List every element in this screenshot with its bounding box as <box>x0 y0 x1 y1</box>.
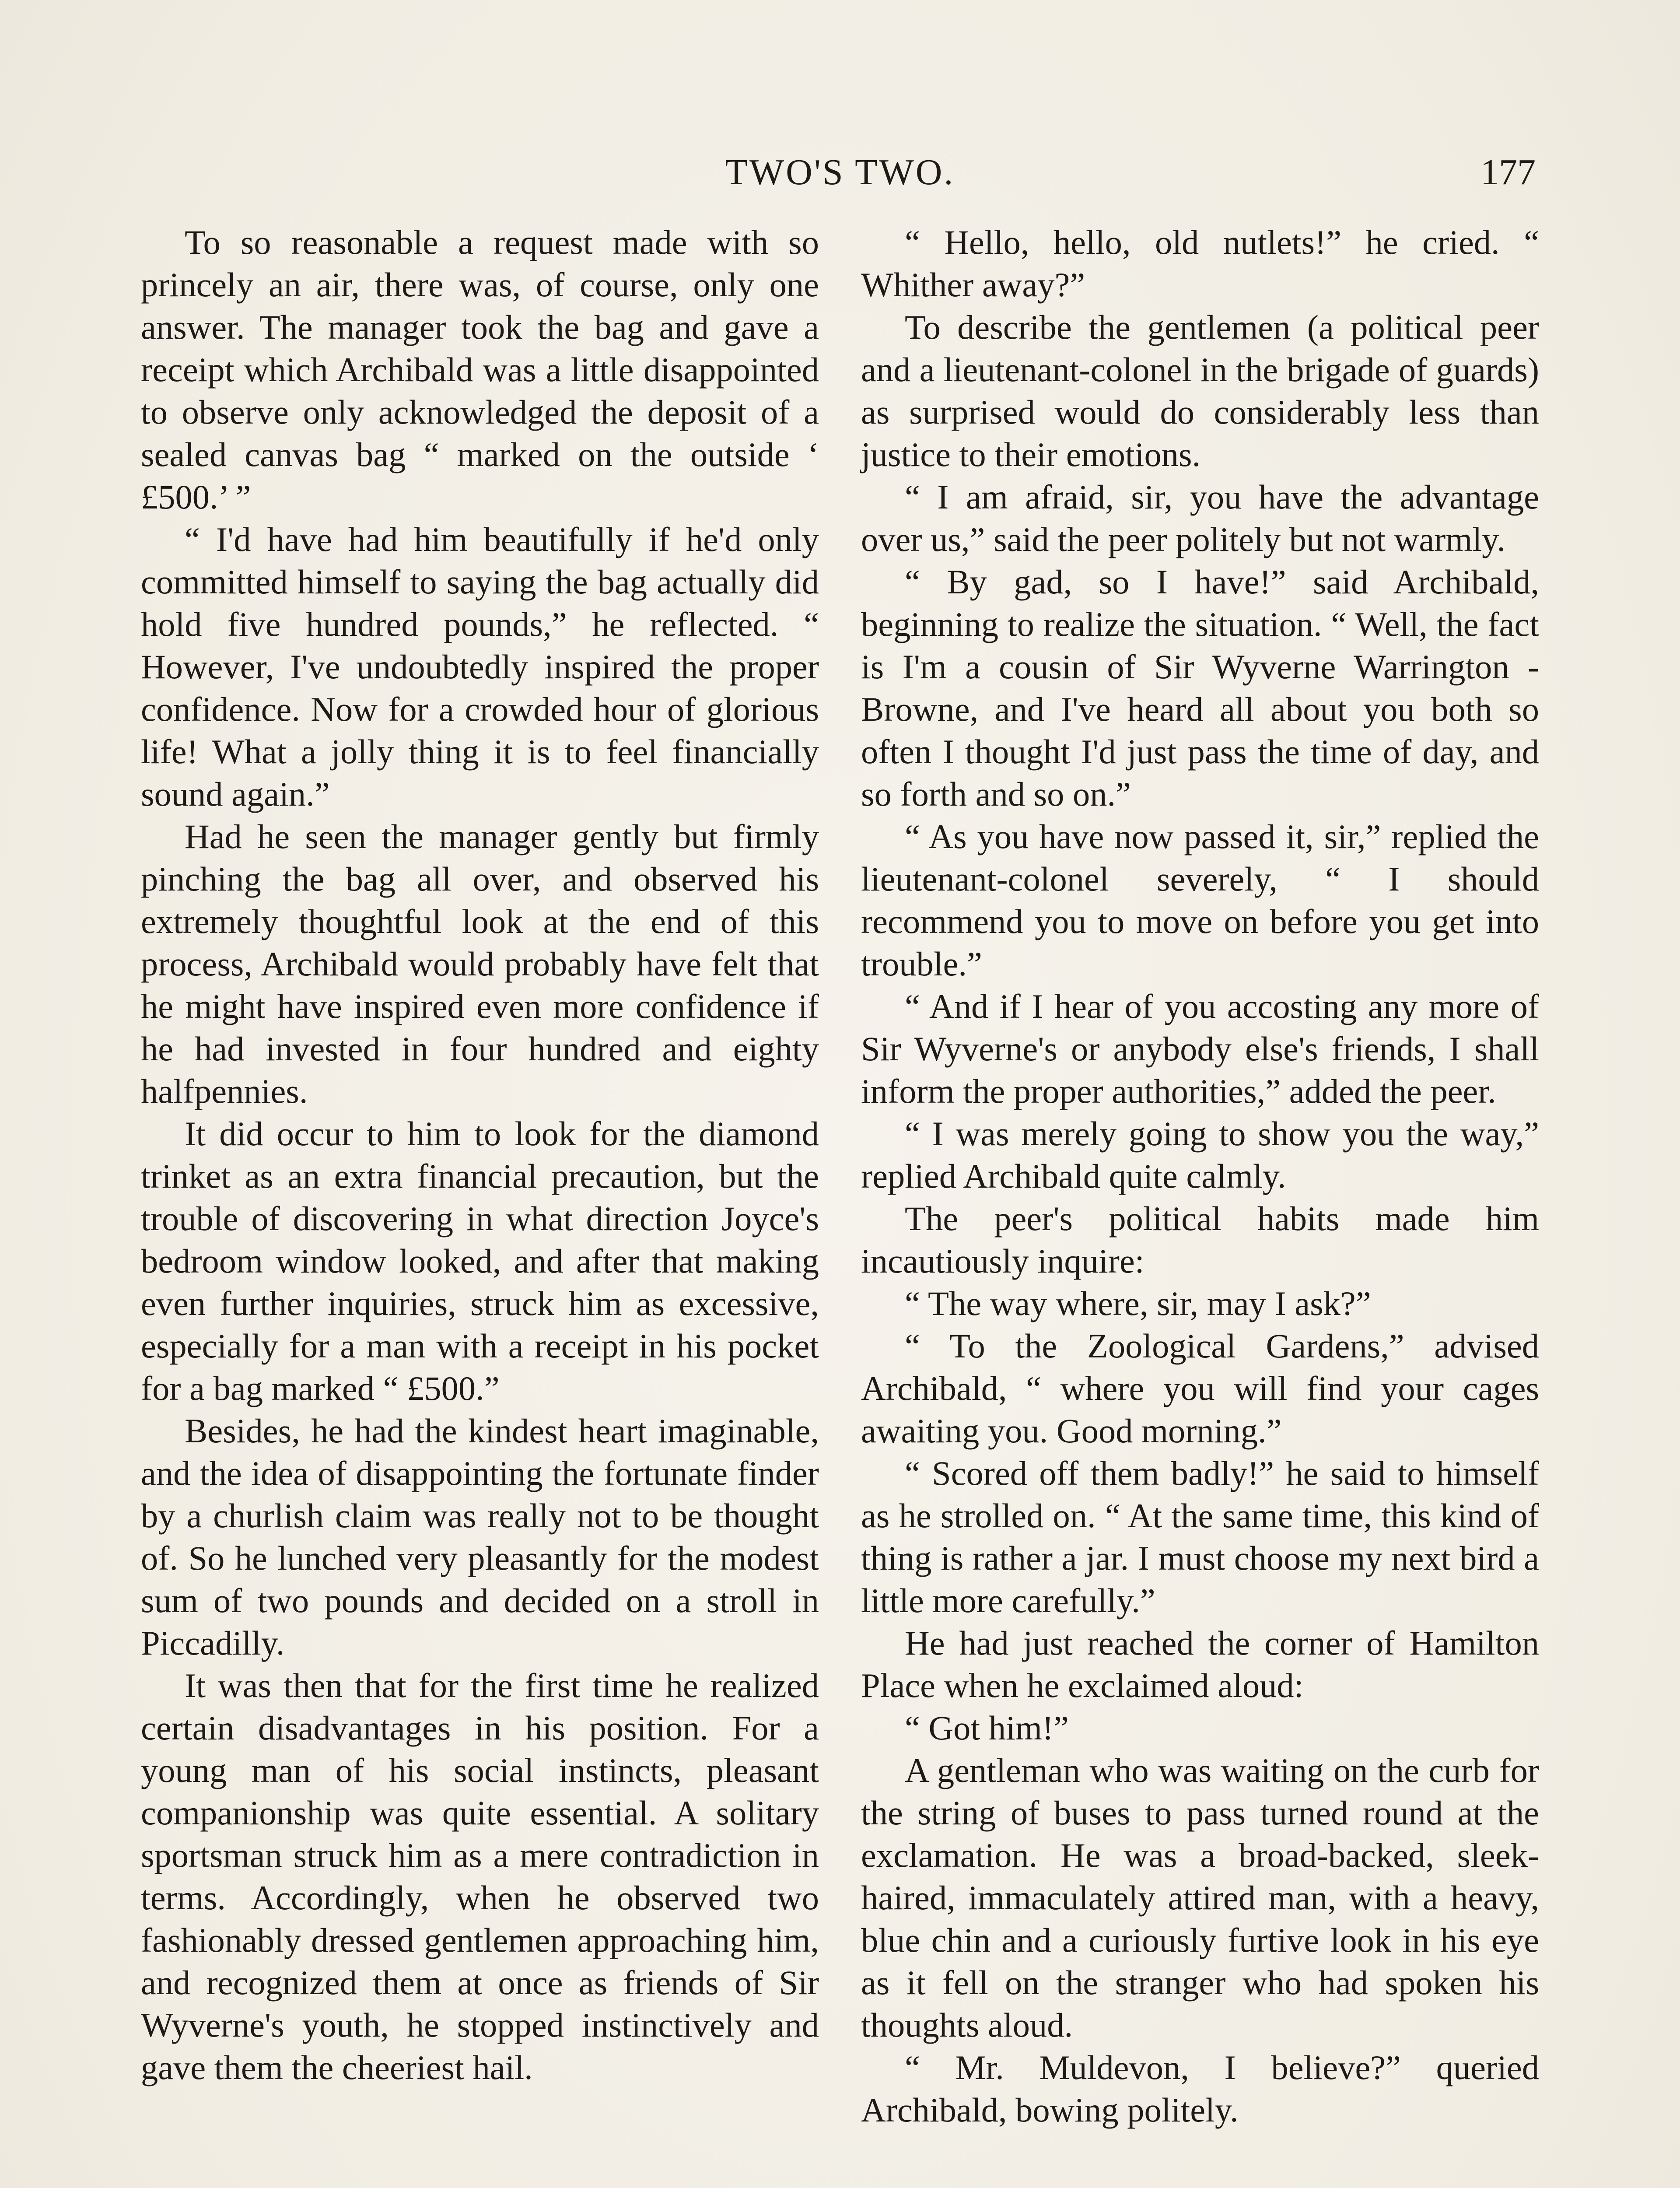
paragraph: “ Mr. Muldevon, I believe?” queried Archibald, bowing politely. <box>861 2048 1539 2129</box>
paragraph: “ By gad, so I have!” said Archibald, beginning to realize the situation. “ Well, the fact is I'm a cousin of Sir Wyverne Warrington - Browne, and I've heard all about you both so often I thought I'd just pass the time of day, and so forth and so on.” <box>861 563 1539 813</box>
paragraph: “ I was merely going to show you the way,” replied Archibald quite calmly. <box>861 1115 1539 1195</box>
paragraph: “ And if I hear of you accosting any more of Sir Wyverne's or anybody else's friends, I shall inform the proper authorities,” added the peer. <box>861 987 1539 1110</box>
paragraph: “ I'd have had him beautifully if he'd only committed himself to saying the bag actually did hold five hundred pounds,” he reflected. “ However, I've undoubtedly inspired the proper confidence. Now for a crowded hour of glorious life! What a jolly thing it is to feel financially sound again.” <box>141 520 819 813</box>
paragraph: A gentleman who was waiting on the curb for the string of buses to pass turned round at the exclamation. He was a broad-backed, sleek-haired, immaculately attired man, with a heavy, blue chin and a curiously furtive look in his eye as it fell on the stranger who had spoken his thoughts aloud. <box>861 1751 1539 2044</box>
paragraph: He had just reached the corner of Hamilton Place when he exclaimed aloud: <box>861 1624 1539 1704</box>
paragraph: “ Got him!” <box>905 1709 1069 1747</box>
paragraph: “ I am afraid, sir, you have the advantage over us,” said the peer politely but not warmly. <box>861 478 1539 558</box>
paragraph: “ To the Zoological Gardens,” advised Archibald, “ where you will find your cages awaiting you. Good morning.” <box>861 1327 1539 1450</box>
paragraph: Besides, he had the kindest heart imaginable, and the idea of disappointing the fortunate finder by a churlish claim was really not to be thought of. So he lunched very pleasantly for the modest sum of two pounds and decided on a stroll in Piccadilly. <box>141 1412 819 1662</box>
paragraph: To describe the gentlemen (a political peer and a lieutenant-colonel in the brigade of guards) as surprised would do considerably less than justice to their emotions. <box>861 308 1539 473</box>
paragraph: “ Hello, hello, old nutlets!” he cried. “ Whither away?” <box>861 223 1539 304</box>
paragraph: “ The way where, sir, may I ask?” <box>905 1284 1371 1322</box>
paragraph: Had he seen the manager gently but firmly pinching the bag all over, and observed his extremely thoughtful look at the end of this process, Archibald would probably have felt that he might have inspired even more confidence if he had invested in four hundred and eighty halfpennies. <box>141 817 819 1110</box>
paragraph: The peer's political habits made him incautiously inquire: <box>861 1199 1539 1280</box>
page-number: 177 <box>1480 152 1536 193</box>
left-text-column <box>141 221 819 2089</box>
paragraph: To so reasonable a request made with so princely an air, there was, of course, only one answer. The manager took the bag and gave a receipt which Archibald was a little disappointed to observe only acknowledged the deposit of a sealed canvas bag “ marked on the outside ‘ £500.’ ” <box>141 223 819 516</box>
paragraph: “ Scored off them badly!” he said to himself as he strolled on. “ At the same time, this kind of thing is rather a jar. I must choose my next bird a little more carefully.” <box>861 1454 1539 1620</box>
right-text-column <box>861 221 1539 2131</box>
paragraph: It did occur to him to look for the diamond trinket as an extra financial precaution, but the trouble of discovering in what direction Joyce's bedroom window looked, and after that making even further inquiries, struck him as excessive, especially for a man with a receipt in his pocket for a bag marked “ £500.” <box>141 1115 819 1407</box>
paragraph: “ As you have now passed it, sir,” replied the lieutenant-colonel severely, “ I should recommend you to move on before you get into trouble.” <box>861 817 1539 983</box>
running-title: TWO'S TWO. <box>725 152 955 193</box>
paragraph: It was then that for the first time he realized certain disadvantages in his position. For a young man of his social instincts, pleasant companionship was quite essential. A solitary sportsman struck him as a mere contradiction in terms. Accordingly, when he observed two fashionably dressed gentlemen approaching him, and recognized them at once as friends of Sir Wyverne's youth, he stopped instinctively and gave them the cheeriest hail. <box>141 1666 819 2086</box>
